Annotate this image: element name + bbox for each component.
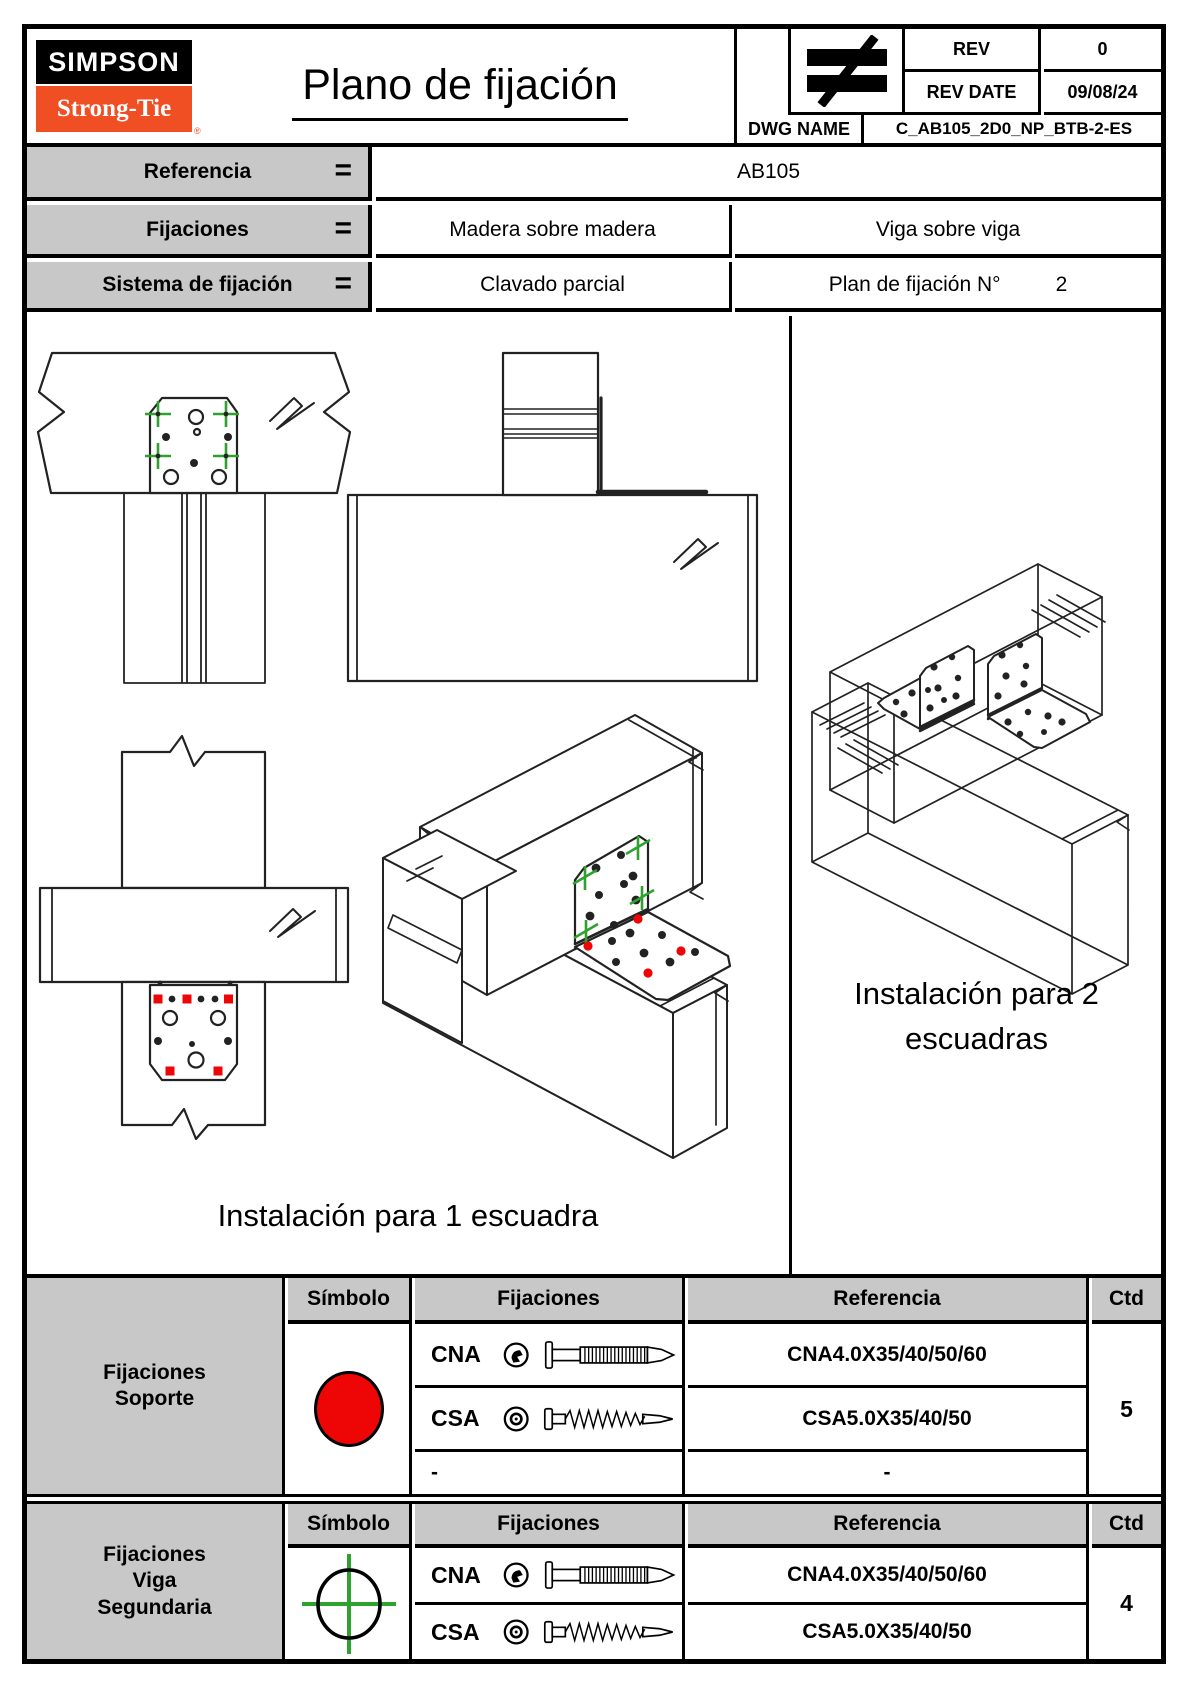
cna-nail-drawing xyxy=(542,1338,682,1372)
t1-header-referencia: Referencia xyxy=(688,1278,1089,1324)
equals-sign: = xyxy=(334,211,352,245)
rev-date-label: REV DATE xyxy=(905,72,1041,115)
right-drawing-panel xyxy=(792,316,1161,1274)
t1-symbol-cell xyxy=(288,1324,412,1494)
not-equal-symbol-cell xyxy=(788,29,905,115)
cross-view xyxy=(40,736,348,1139)
cna-head-icon xyxy=(502,1340,530,1370)
strongtie-logo xyxy=(36,86,192,132)
t1-header-ctd: Ctd xyxy=(1092,1278,1161,1324)
group-label-soporte: Fijaciones Soporte xyxy=(27,1278,285,1494)
rev-date-value: 09/08/24 xyxy=(1044,72,1161,115)
plan-number-value: 2 xyxy=(1055,273,1068,296)
info-row-sistema-label: Sistema de fijación = xyxy=(27,262,372,312)
cna-nail-drawing xyxy=(542,1558,682,1592)
info-referencia-value: AB105 xyxy=(376,147,1161,201)
t2-header-ctd: Ctd xyxy=(1092,1504,1161,1548)
dwg-name-label: DWG NAME xyxy=(737,115,864,143)
caption-one-bracket: Instalación para 1 escuadra xyxy=(217,1198,599,1233)
sheet-title: Plano de fijación xyxy=(200,55,720,127)
t2-symbol-cell xyxy=(288,1548,412,1659)
logo-text-simpson: SIMPSON xyxy=(48,46,180,77)
t2-header-simbolo: Símbolo xyxy=(288,1504,412,1548)
rev-value: 0 xyxy=(1044,29,1161,72)
t2-ref-cna: CNA4.0X35/40/50/60 xyxy=(688,1548,1089,1605)
csa-head-icon xyxy=(502,1404,530,1434)
info-plan-number-cell xyxy=(735,262,1161,312)
elevation-view xyxy=(348,353,757,681)
t1-ctd-value: 5 xyxy=(1120,1395,1133,1422)
t2-row-cna: CNA xyxy=(415,1548,685,1605)
t1-ref-dash: - xyxy=(688,1452,1089,1494)
info-fijaciones-right: Viga sobre viga xyxy=(735,205,1161,258)
isometric-one-bracket xyxy=(383,715,730,1158)
info-row-fijaciones-label: Fijaciones = xyxy=(27,205,372,258)
t1-row-csa: CSA xyxy=(415,1388,685,1452)
info-fijaciones-left: Madera sobre madera xyxy=(376,205,732,258)
registered-mark: ® xyxy=(194,126,201,136)
group-label-viga-segundaria: Fijaciones Viga Segundaria xyxy=(27,1504,285,1659)
support-symbol-red-circle xyxy=(314,1371,384,1447)
t2-ctd-value: 4 xyxy=(1120,1590,1133,1616)
left-drawing-panel xyxy=(27,316,789,1274)
table-separator-line-1 xyxy=(27,1494,1161,1497)
t2-header-fijaciones: Fijaciones xyxy=(415,1504,685,1548)
t1-ref-cna: CNA4.0X35/40/50/60 xyxy=(688,1324,1089,1388)
not-equal-icon xyxy=(799,35,895,107)
t1-row-cna: CNA xyxy=(415,1324,685,1388)
t2-header-referencia: Referencia xyxy=(688,1504,1089,1548)
cna-head-icon xyxy=(502,1560,530,1590)
plan-view-one-bracket xyxy=(38,353,350,683)
t1-header-simbolo: Símbolo xyxy=(288,1278,412,1324)
info-row-referencia-label: Referencia = xyxy=(27,147,372,201)
t1-row-dash: - xyxy=(415,1452,685,1494)
rev-label: REV xyxy=(905,29,1041,72)
equals-sign: = xyxy=(334,266,352,300)
equals-sign: = xyxy=(334,153,352,187)
t1-ref-csa: CSA5.0X35/40/50 xyxy=(688,1388,1089,1452)
isometric-two-brackets xyxy=(812,564,1129,994)
simpson-logo xyxy=(36,40,192,84)
t2-row-csa: CSA xyxy=(415,1605,685,1659)
plan-number-label: Plan de fijación N° xyxy=(828,273,1001,296)
csa-screw-drawing xyxy=(542,1402,682,1436)
info-sistema-left: Clavado parcial xyxy=(376,262,732,312)
logo-text-strongtie: Strong-Tie xyxy=(56,95,172,122)
csa-head-icon xyxy=(502,1617,530,1647)
caption-two-brackets: Instalación para 2 escuadras xyxy=(854,976,1099,1056)
csa-screw-drawing xyxy=(542,1615,682,1649)
t1-header-fijaciones: Fijaciones xyxy=(415,1278,685,1324)
t2-ref-csa: CSA5.0X35/40/50 xyxy=(688,1605,1089,1659)
secondary-beam-symbol-crosshair xyxy=(294,1550,404,1658)
dwg-name-value: C_AB105_2D0_NP_BTB-2-ES xyxy=(895,119,1133,138)
